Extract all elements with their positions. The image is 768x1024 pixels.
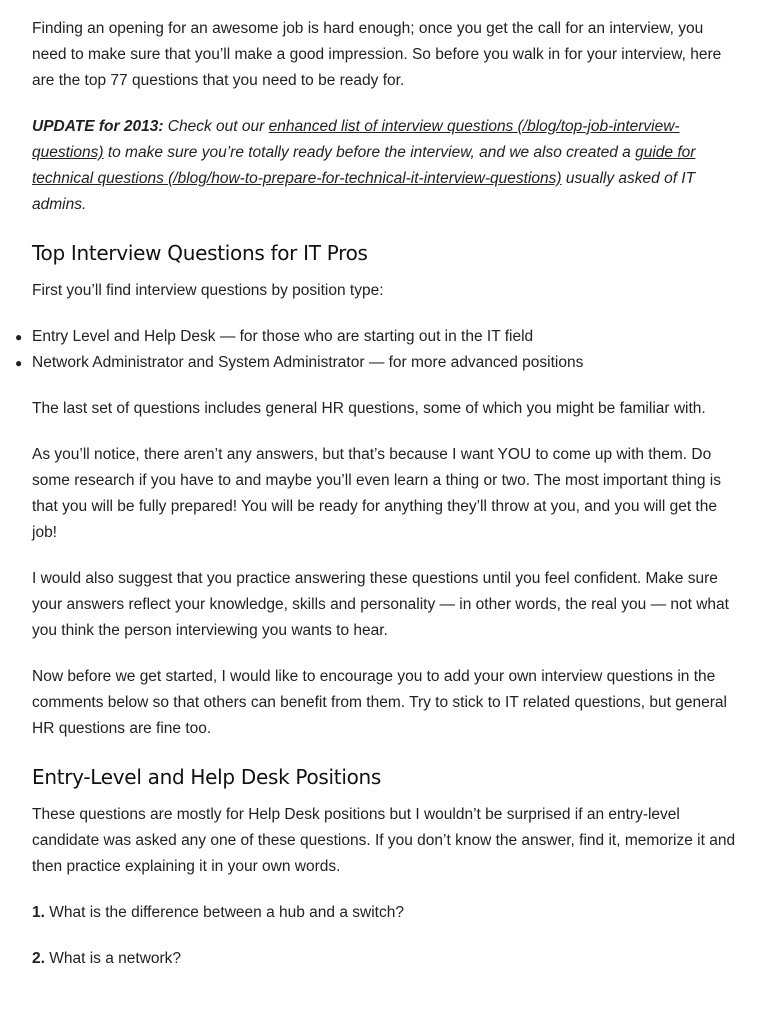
position-item-text: Entry Level and Help Desk — for those who are starting out in the IT field	[32, 328, 534, 345]
comments-paragraph: Now before we get started, I would like to encourage you to add your own interview questions in the comments below so that others can benefit from them. Try to stick to IT related questions, but general HR questions are fine too.	[32, 668, 727, 737]
update-label: UPDATE for 2013:	[32, 118, 164, 135]
bullet-icon: ●	[15, 356, 23, 370]
question-text: What is the difference between a hub and a switch?	[44, 904, 404, 921]
question-number: 2.	[32, 950, 45, 967]
position-intro-paragraph: First you’ll find interview questions by position type:	[32, 282, 384, 299]
intro-paragraph: Finding an opening for an awesome job is hard enough; once you get the call for an interview, you need to make sure that you’ll make a good impression. So before you walk in for your interview, here are the top 77 questions that you need to be ready for.	[32, 20, 722, 89]
no-answers-paragraph: As you’ll notice, there aren’t any answers, but that’s because I want YOU to come up with them. Do some research if you have to and maybe you’ll even learn a thing or two. The most important thing is that you will be fully prepared! You will be ready for anything they’ll throw at you, and you will get the job!	[32, 446, 721, 541]
question-item	[32, 946, 738, 972]
update-text-1: Check out our	[163, 118, 269, 135]
position-list	[15, 324, 752, 376]
question-text: What is a network?	[44, 950, 182, 967]
hr-questions-paragraph: The last set of questions includes general HR questions, some of which you might be familiar with.	[32, 400, 706, 417]
update-text-2: to make sure you’re totally ready before the interview, and we also created a	[103, 144, 636, 161]
section-heading-entry-level: Entry-Level and Help Desk Positions	[32, 765, 382, 789]
update-text-3: usually asked of IT admins.	[32, 170, 696, 213]
list-item	[15, 324, 752, 350]
interview-questions-link[interactable]: enhanced list of interview questions (/blog/top-job-interview-questions)	[32, 118, 680, 161]
practice-paragraph: I would also suggest that you practice answering these questions until you feel confident. Make sure your answers reflect your knowledge, skills and personality — in other words, the real you — not what you think the person interviewing you wants to hear.	[32, 570, 729, 639]
section-heading-top-questions: Top Interview Questions for IT Pros	[32, 241, 368, 265]
question-item	[32, 900, 738, 926]
section-intro-paragraph: These questions are mostly for Help Desk positions but I wouldn’t be surprised if an entry-level candidate was asked any one of these questions. If you don’t know the answer, find it, memorize it and then practice explaining it in your own words.	[32, 806, 736, 875]
bullet-icon: ●	[15, 330, 23, 344]
question-number: 1.	[32, 904, 45, 921]
position-item-text: Network Administrator and System Administrator — for more advanced positions	[32, 354, 584, 371]
list-item	[15, 350, 752, 376]
technical-questions-link[interactable]: guide for technical questions (/blog/how-to-prepare-for-technical-it-interview-questions)	[32, 144, 696, 187]
update-paragraph	[32, 114, 738, 218]
